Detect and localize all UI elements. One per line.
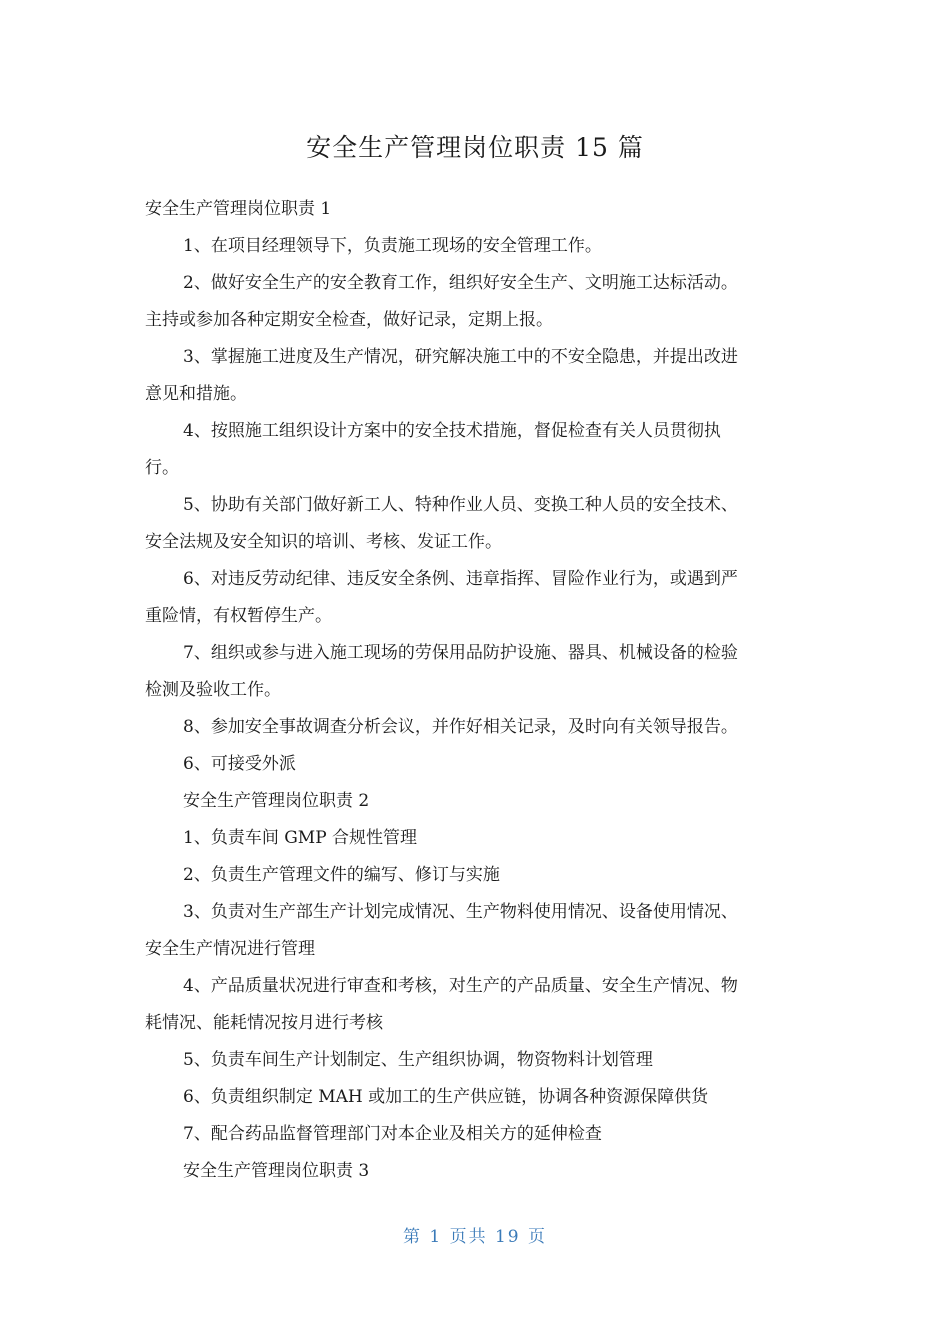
text-line: 6、对违反劳动纪律、违反安全条例、违章指挥、冒险作业行为，或遇到严: [183, 569, 738, 589]
text-line: 4、产品质量状况进行审查和考核，对生产的产品质量、安全生产情况、物: [183, 976, 738, 996]
document-title: 安全生产管理岗位职责 15 篇: [306, 133, 644, 162]
text-line: 3、掌握施工进度及生产情况，研究解决施工中的不安全隐患，并提出改进: [183, 347, 738, 367]
text-line: 意见和措施。: [145, 384, 247, 404]
text-line: 6、负责组织制定 MAH 或加工的生产供应链，协调各种资源保障供货: [183, 1087, 709, 1107]
text-line: 重险情，有权暂停生产。: [145, 606, 332, 626]
text-line: 安全生产管理岗位职责 2: [183, 791, 370, 811]
text-line: 6、可接受外派: [183, 754, 296, 774]
text-line: 2、负责生产管理文件的编写、修订与实施: [183, 865, 500, 885]
text-line: 4、按照施工组织设计方案中的安全技术措施，督促检查有关人员贯彻执: [183, 421, 721, 441]
text-line: 耗情况、能耗情况按月进行考核: [145, 1013, 383, 1033]
text-line: 主持或参加各种定期安全检查，做好记录，定期上报。: [145, 310, 553, 330]
text-line: 行。: [145, 458, 179, 478]
text-line: 5、负责车间生产计划制定、生产组织协调，物资物料计划管理: [183, 1050, 653, 1070]
text-line: 2、做好安全生产的安全教育工作，组织好安全生产、文明施工达标活动。: [183, 273, 738, 293]
text-line: 安全生产管理岗位职责 3: [183, 1161, 370, 1181]
text-line: 1、在项目经理领导下，负责施工现场的安全管理工作。: [183, 236, 602, 256]
text-line: 安全生产管理岗位职责 1: [145, 199, 332, 219]
document-body: [145, 191, 810, 1190]
text-line: 8、参加安全事故调查分析会议，并作好相关记录，及时向有关领导报告。: [183, 717, 738, 737]
page-footer: 第 1 页共 19 页: [402, 1227, 548, 1247]
text-line: 3、负责对生产部生产计划完成情况、生产物料使用情况、设备使用情况、: [183, 902, 738, 922]
text-line: 检测及验收工作。: [145, 680, 281, 700]
text-line: 5、协助有关部门做好新工人、特种作业人员、变换工种人员的安全技术、: [183, 495, 738, 515]
text-line: 安全生产情况进行管理: [145, 939, 315, 959]
text-line: 7、配合药品监督管理部门对本企业及相关方的延伸检查: [183, 1124, 602, 1144]
text-line: 1、负责车间 GMP 合规性管理: [183, 828, 418, 848]
text-line: 安全法规及安全知识的培训、考核、发证工作。: [145, 532, 502, 552]
text-line: 7、组织或参与进入施工现场的劳保用品防护设施、器具、机械设备的检验: [183, 643, 738, 663]
